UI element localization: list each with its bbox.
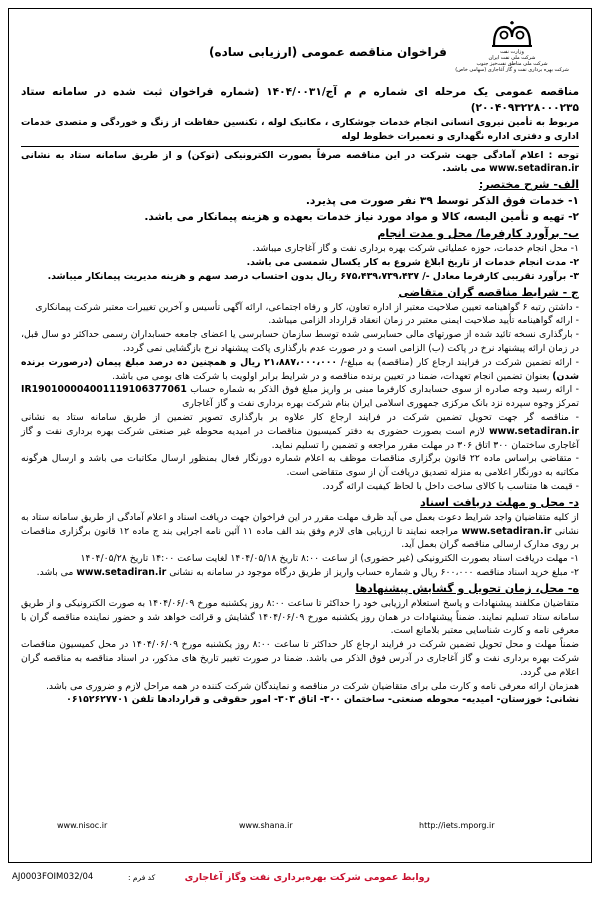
iban-number: IR190100004001119106377061 <box>21 384 187 396</box>
form-code: AJ0003FOIM032/04 <box>12 872 94 882</box>
section-be-item-2: ۲- مدت انجام خدمات از تاریخ ابلاغ شروع به کار یکسال شمسی می باشد. <box>246 256 579 268</box>
condition-1: - داشتن رتبه ۶ گواهینامه تعیین صلاحیت معتبر از اداره تعاون، کار و رفاه اجتماعی، ارائه آگهی تأسیس و آخرین تغییرات معتبر شرکت پیمانکاری <box>35 301 579 313</box>
section-dal-item-2: ۲- مبلغ خرید اسناد مناقصه ۶۰۰،۰۰۰ ریال و شماره حساب واریز از طریق درگاه موجود در سامانه به نشانی www.setadiran.ir می باشد. <box>36 566 579 578</box>
logo-line-2: شرکت ملی نفت ایران <box>488 55 536 61</box>
address-line: نشانی: خوزستان- امیدیه- محوطه صنعتی- ساختمان ۳۰۰- اتاق ۳۰۳- امور حقوقی و قراردادها تلفن ۰۶۱۵۲۶۲۷۷۰۱ <box>66 694 579 706</box>
divider <box>21 146 579 147</box>
attention-note <box>21 149 579 177</box>
page-title: فراخوان مناقصه عمومی (ارزیابی ساده) <box>209 45 447 59</box>
section-alef-item-2: ۲- تهیه و تأمین البسه، کالا و مواد مورد نیاز خدمات بعهده و هزینه پیمانکار می باشد. <box>144 211 579 224</box>
condition-6: - مناقصه گر جهت تحویل تضمین شرکت در فرایند ارجاع کار علاوه بر بارگذاری تصویر تضمین از طریق سامانه ستاد به نشانی www.setadiran.ir لازم است بصورت حضوری به دفتر کمیسیون مناقصات در امیدیه محوطه غیر صنعتی شرکت بهره برداری نفت و گاز آغاجاری ساختمان ۳۰۰ اتاق ۳۰۶ در مهلت مقرر مراجعه و تضمین را تسلیم نماید. <box>21 411 579 451</box>
staff-count: ۳۹ <box>419 195 433 208</box>
setad-link-3[interactable]: www.setadiran.ir <box>461 525 552 537</box>
form-code-label: کد فرم : <box>128 873 156 882</box>
section-alef-item-1: ۱- خدمات فوق الذکر توسط ۳۹ نفر صورت می پذیرد. <box>305 195 579 208</box>
condition-2: - ارائه گواهینامه تأیید صلاحیت ایمنی معتبر در زمان انعقاد قرارداد الزامی میباشد. <box>268 315 579 327</box>
shana-link[interactable]: www.shana.ir <box>239 821 293 830</box>
bottom-bar <box>0 866 600 901</box>
nioc-emblem-icon <box>490 19 534 49</box>
attention-text: توجه : اعلام آمادگی جهت شرکت در این مناقصه صرفاً بصورت الکترونیکی (توکن) و از طریق سامانه ستاد به نشانی <box>21 149 579 161</box>
section-dal-paragraph: از کلیه متقاضیان واجد شرایط دعوت بعمل می آید ظرف مهلت مقرر در این فراخوان جهت دریافت اسناد و اعلام آمادگی از طریق سامانه ستاد به نشانی www.setadiran.ir مراجعه نمایند تا ارزیابی های لازم وفق بند الف ماده ۱۱ آئین نامه اجرایی بند ج ماده ۱۲ قانون برگزاری مناقصات بر روی مدارک ارسالی مناقصه گران بعمل آید. <box>21 511 579 551</box>
setad-link-4[interactable]: www.setadiran.ir <box>76 566 167 578</box>
section-he-paragraph-1: متقاضیان مکلفند پیشنهادات و پاسخ استعلام ارزیابی خود را حداکثر تا ساعت ۸:۰۰ روز یکشنبه مورخ ۱۴۰۴/۰۶/۰۹ به صورت الکترونیکی و از طریق سامانه ستاد تسلیم نمایند. ضمناً پیشنهادات در همان روز یکشنبه مورخ ۱۴۰۴/۰۶/۰۹ گشایش و قرائت خواهد شد و حضور نماینده مناقصه گران با معرفی نامه و کارت شناسایی معتبر بلامانع است. <box>21 597 579 637</box>
setad-link[interactable]: www.setadiran.ir <box>489 163 579 175</box>
condition-8: - قیمت ها متناسب با کالای ساخت داخل با لحاظ کیفیت ارائه گردد. <box>322 480 579 492</box>
condition-5: - ارائه رسید وجه صادره از سوی حسابداری کارفرما مبنی بر واریز مبلغ فوق الذکر به شماره حساب IR190100004001119106377061 تمرکز وجوه سپرده نزد بانک مرکزی جمهوری اسلامی ایران بنام شرکت بهره برداری نفت و گاز آغاجاری <box>21 384 579 410</box>
public-relations-signature: روابط عمومی شرکت بهره‌برداری نفت وگاز آغاجاری <box>184 872 430 883</box>
section-be-item-1: ۱- محل انجام خدمات، حوزه عملیاتی شرکت بهره برداری نفت و گاز آغاجاری میباشد. <box>252 243 579 255</box>
condition-3: - بارگذاری نسخه تائید شده از صورتهای مالی حسابرسی شده توسط سازمان حسابرسی یا اعضای جامعه حسابداران رسمی حداکثر دو سال قبل، در زمان ارائه پیشنهاد نرخ در پاکت (ب) الزامی است و در صورت عدم بارگذاری پاکت پیشنهاد نرخ بازگشایی نمی گردد. <box>21 329 579 354</box>
tender-number-line: مناقصه عمومی یک مرحله ای شماره م م آج/۱۴۰۴/۰۰۳۱ (شماره فراخوان ثبت شده در سامانه ستاد ۲۰۰۴۰۹۳۲۲۸۰۰۰۲۳۵) <box>21 86 580 114</box>
nisoc-link[interactable]: www.nisoc.ir <box>57 821 108 830</box>
section-be-title: ب- برآورد کارفرما/ محل و مدت انجام <box>377 227 579 241</box>
iets-link[interactable]: http://iets.mporg.ir <box>419 821 495 830</box>
announcement-body <box>21 84 579 707</box>
logo-line-3: شرکت ملی مناطق نفت‌خیز جنوب <box>476 61 548 67</box>
tender-subject: مربوط به تأمین نیروی انسانی انجام خدمات جوشکاری ، مکانیک لوله ، تکنسین حفاظت از زنگ و خوردگی و متصدی خدمات اداری و دفتری اداره نگهداری و تعمیرات خطوط لوله <box>21 117 579 142</box>
logo-line-4: شرکت بهره برداری نفت و گاز آغاجاری (سهامی خاص) <box>455 67 569 73</box>
logo-line-1: وزارت نفت <box>500 49 524 55</box>
section-he-paragraph-2: ضمناً مهلت و محل تحویل تضمین شرکت در فرایند ارجاع کار حداکثر تا ساعت ۸:۰۰ روز یکشنبه مورخ ۱۴۰۴/۰۶/۰۹ در محل کمیسیون مناقصات شرکت بهره برداری نفت و گاز آغاجاری در آدرس فوق الذکر می باشد. ضمنا در صورت تغییر تاریخ های مذکور، در اسناد مناقصه به مناقصه گران اعلام می گردد. <box>21 639 579 678</box>
section-dal-title: د- محل و مهلت دریافت اسناد <box>420 495 579 509</box>
section-dal-item-1: ۱- مهلت دریافت اسناد بصورت الکترونیکی (غیر حضوری) از ساعت ۸:۰۰ تاریخ ۱۴۰۴/۰۵/۱۸ لغایت ساعت ۱۴:۰۰ تاریخ ۱۴۰۴/۰۵/۲۸ <box>80 553 579 565</box>
attention-end: می باشد. <box>442 163 486 175</box>
company-logo <box>447 19 577 75</box>
setad-link-2[interactable]: www.setadiran.ir <box>489 425 579 437</box>
section-he-title: ه- محل، زمان تحویل و گشایش پیشنهادها <box>355 581 579 595</box>
section-he-paragraph-3: همزمان ارائه معرفی نامه و کارت ملی برای متقاضیان شرکت در مناقصه و نمایندگان شرکت کننده در همه مراحل لازم و ضروری می باشد. <box>45 680 579 692</box>
page-frame <box>8 8 592 863</box>
section-alef-title: الف- شرح مختصر: <box>478 178 579 192</box>
header <box>9 9 591 77</box>
guarantee-amount: ۲۱،۸۸۷،۰۰۰،۰۰۰ <box>264 356 338 368</box>
section-be-item-3: ۳- برآورد تقریبی کارفرما معادل -/ ۶۷۵،۴۳۹،۷۳۹،۴۳۷ ریال بدون احتساب درصد سهم و هزینه مدیریت پیمانکار میباشد. <box>47 270 579 282</box>
estimate-amount: ۶۷۵،۴۳۹،۷۳۹،۴۳۷ <box>340 270 420 282</box>
condition-7: - متقاضی براساس ماده ۲۲ قانون برگزاری مناقصات موظف به اعلام شماره دورنگار فعال بمنظور ارسال مکاتبات می باشد و ارسال هرگونه مکاتبه به دورنگار اعلامی به منزله تصدیق دریافت آن از سوی متقاضی است. <box>21 453 579 479</box>
section-jim-title: ج - شرایط مناقصه گران متقاضی <box>398 285 579 299</box>
condition-4: - ارائه تضمین شرکت در فرایند ارجاع کار (مناقصه) به مبلغ-/ ۲۱،۸۸۷،۰۰۰،۰۰۰ ریال و همچنین ده درصد مبلغ پیمان (درصورت برنده شدن) بعنوان تضمین انجام تعهدات، ضمنا در تعیین برنده مناقصه و در شرایط برابر اولویت با شرکت های بومی می باشد. <box>21 356 579 382</box>
